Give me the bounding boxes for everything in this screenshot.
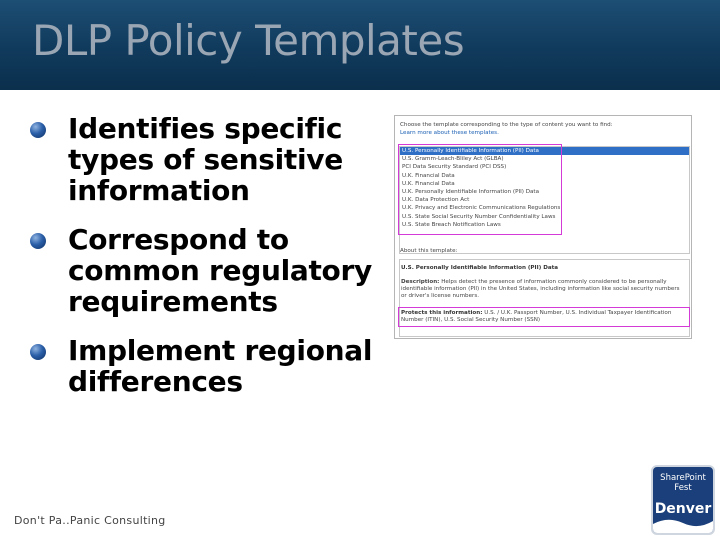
learn-more-link[interactable]: Learn more about these templates. bbox=[400, 130, 499, 136]
logo-wave-icon bbox=[653, 516, 713, 533]
template-description bbox=[401, 279, 681, 301]
bullet-icon bbox=[30, 233, 46, 249]
about-template-label: About this template: bbox=[400, 248, 458, 254]
bullet-item bbox=[30, 113, 375, 206]
template-chooser-screenshot bbox=[394, 115, 692, 339]
bullet-text: Correspond to common regulatory requirements bbox=[68, 223, 372, 318]
template-list-item[interactable]: U.S. State Breach Notification Laws bbox=[402, 221, 501, 228]
template-list-item[interactable]: U.S. Personally Identifiable Information (PII) Data bbox=[400, 147, 689, 155]
protects-text: U.S. / U.K. Passport Number, U.S. Individual Taxpayer Identification Number (ITIN), U.S. Social Security Number (SSN) bbox=[401, 310, 672, 324]
header-bar bbox=[0, 0, 720, 90]
template-list-item[interactable]: U.S. Gramm-Leach-Bliley Act (GLBA) bbox=[402, 156, 504, 163]
logo-line1: SharePoint bbox=[660, 473, 706, 483]
bullet-item bbox=[30, 224, 375, 317]
footer-text: Don't Pa..Panic Consulting bbox=[14, 514, 166, 527]
about-template-title: U.S. Personally Identifiable Information (PII) Data bbox=[401, 265, 559, 271]
template-list-item[interactable]: U.K. Privacy and Electronic Communications Regulations bbox=[402, 205, 561, 212]
bullet-text: Identifies specific types of sensitive information bbox=[68, 112, 343, 207]
template-protects bbox=[401, 310, 685, 324]
template-instruction: Choose the template corresponding to the type of content you want to find: bbox=[400, 122, 613, 128]
logo-line2: Fest bbox=[674, 483, 692, 493]
template-list-item[interactable]: PCI Data Security Standard (PCI DSS) bbox=[402, 164, 507, 171]
sharepoint-fest-logo bbox=[651, 465, 715, 535]
description-label: Description: bbox=[401, 279, 440, 285]
template-list-item[interactable]: U.K. Data Protection Act bbox=[402, 197, 470, 204]
bullet-icon bbox=[30, 344, 46, 360]
template-list[interactable] bbox=[399, 146, 690, 254]
template-list-item[interactable]: U.K. Financial Data bbox=[402, 180, 455, 187]
bullet-text: Implement regional differences bbox=[68, 334, 373, 398]
logo-line3: Denver bbox=[654, 501, 712, 517]
bullet-list bbox=[30, 113, 375, 415]
template-list-item[interactable]: U.S. State Social Security Number Confidentiality Laws bbox=[402, 213, 556, 220]
bullet-icon bbox=[30, 122, 46, 138]
template-list-item[interactable]: U.K. Personally Identifiable Information (PII) Data bbox=[402, 188, 540, 195]
page-title: DLP Policy Templates bbox=[32, 16, 465, 65]
description-text: Helps detect the presence of information commonly considered to be personally identifiable information (PII) in the United States, including information like social security numbers or driver's license numbers. bbox=[401, 279, 680, 300]
template-list-item[interactable]: U.K. Financial Data bbox=[402, 172, 455, 179]
protects-label: Protects this information: bbox=[401, 310, 483, 316]
bullet-item bbox=[30, 335, 375, 397]
